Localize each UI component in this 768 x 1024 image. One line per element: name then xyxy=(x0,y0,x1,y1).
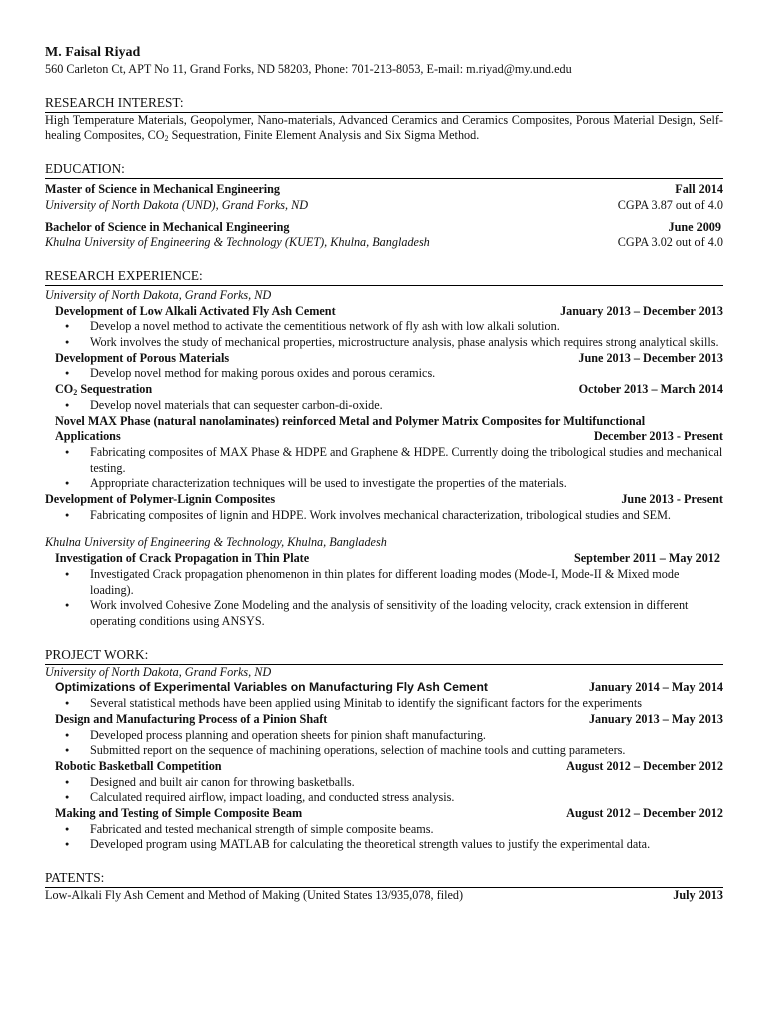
school-name: University of North Dakota (UND), Grand Forks, ND xyxy=(45,197,309,212)
bullet-item: ● Designed and built air canon for throwing basketballs. xyxy=(90,775,723,791)
bullet-item: ● Developed process planning and operation sheets for pinion shaft manufacturing. xyxy=(90,728,723,744)
degree-date: Fall 2014 xyxy=(675,182,723,197)
project-date: August 2012 – December 2012 xyxy=(566,758,723,773)
project-title: Optimizations of Experimental Variables on Manufacturing Fly Ash Cement xyxy=(55,680,488,695)
school-name: Khulna University of Engineering & Technology (KUET), Khulna, Bangladesh xyxy=(45,235,430,250)
project-header xyxy=(45,351,723,367)
bullet-item: ● Fabricating composites of lignin and HDPE. Work involves mechanical characterization, tribological studies and SEM. xyxy=(90,508,723,524)
bullet-list xyxy=(45,567,723,630)
bullet-item: ● Developed program using MATLAB for calculating the theoretical strength values to justify the experimental data. xyxy=(90,837,723,853)
project-title: Investigation of Crack Propagation in Thin Plate xyxy=(55,551,310,566)
bullet-list xyxy=(45,696,723,712)
project-title: Development of Porous Materials xyxy=(55,350,230,365)
project-header xyxy=(45,429,723,445)
bullet-item: ● Fabricated and tested mechanical strength of simple composite beams. xyxy=(90,822,723,838)
education-entry xyxy=(45,220,723,251)
research-interest-text-a: High Temperature Materials, Geopolymer, Nano-materials, Advanced Ceramics and Ceramics Composites, Porous Material Design, Self-healing Composites, CO xyxy=(45,112,723,143)
research-experience-heading: RESEARCH EXPERIENCE: xyxy=(45,267,723,286)
gpa: CGPA 3.87 out of 4.0 xyxy=(617,197,723,212)
project-title-cont: Applications xyxy=(55,429,121,444)
patent-entry xyxy=(45,888,723,904)
research-interest-text-b: Sequestration, Finite Element Analysis and Six Sigma Method. xyxy=(168,128,480,143)
bullet-item: ● Work involves the study of mechanical properties, microstructure analysis, phase analysis which requires strong analytical skills. xyxy=(90,335,723,351)
bullet-item: ● Develop novel materials that can sequester carbon-di-oxide. xyxy=(90,398,723,414)
project-header xyxy=(45,304,723,320)
project-title: Robotic Basketball Competition xyxy=(55,758,222,773)
project-date: January 2013 – May 2013 xyxy=(588,711,723,726)
project-date: September 2011 – May 2012 xyxy=(573,551,720,566)
project-title xyxy=(55,382,152,398)
project-header xyxy=(45,382,723,398)
project-date: June 2013 – December 2013 xyxy=(578,350,723,365)
applicant-name: M. Faisal Riyad xyxy=(45,45,141,60)
bullet-item: ● Fabricating composites of MAX Phase & HDPE and Graphene & HDPE. Currently doing the tribological studies and mechanical testing. xyxy=(90,445,723,476)
project-work-heading: PROJECT WORK: xyxy=(45,646,723,665)
education-entry xyxy=(45,182,723,213)
co2-title-a: CO xyxy=(55,382,74,397)
patents-heading: PATENTS: xyxy=(45,869,723,888)
bullet-list xyxy=(45,728,723,759)
contact-line: 560 Carleton Ct, APT No 11, Grand Forks, ND 58203, Phone: 701-213-8053, E-mail: m.riyad@my.und.edu xyxy=(45,62,572,76)
project-title: Design and Manufacturing Process of a Pinion Shaft xyxy=(55,711,328,726)
gpa: CGPA 3.02 out of 4.0 xyxy=(617,235,723,250)
project-header xyxy=(45,712,723,728)
co2-title-subscript: 2 xyxy=(73,388,78,398)
project-date: June 2013 - Present xyxy=(621,492,723,507)
degree-title: Bachelor of Science in Mechanical Engineering xyxy=(45,219,290,234)
project-date: December 2013 - Present xyxy=(593,429,723,444)
project-date: January 2014 – May 2014 xyxy=(588,680,723,695)
research-interest-heading: RESEARCH INTEREST: xyxy=(45,94,723,113)
project-date: October 2013 – March 2014 xyxy=(578,382,723,397)
project-header xyxy=(45,806,723,822)
research-interest-text xyxy=(45,113,723,144)
bullet-list xyxy=(45,366,723,382)
project-header xyxy=(45,492,723,508)
organization: University of North Dakota, Grand Forks, ND xyxy=(45,664,272,679)
patent-date: July 2013 xyxy=(673,888,723,903)
degree-date: June 2009 xyxy=(668,219,721,234)
bullet-item: ● Appropriate characterization techniques will be used to investigate the properties of the materials. xyxy=(90,476,723,492)
bullet-item: ● Calculated required airflow, impact loading, and conducted stress analysis. xyxy=(90,790,723,806)
project-date: January 2013 – December 2013 xyxy=(560,303,723,318)
bullet-list xyxy=(45,775,723,806)
project-header xyxy=(45,759,723,775)
bullet-list xyxy=(45,822,723,853)
project-header xyxy=(45,551,723,567)
bullet-item: ● Work involved Cohesive Zone Modeling and the analysis of sensitivity of the loading velocity, crack extension in different operating conditions using ANSYS. xyxy=(90,598,723,629)
bullet-item: ● Develop a novel method to activate the cementitious network of fly ash with low alkali solution. xyxy=(90,319,723,335)
bullet-list xyxy=(45,445,723,492)
education-heading: EDUCATION: xyxy=(45,160,723,179)
project-title: Development of Low Alkali Activated Fly Ash Cement xyxy=(55,303,336,318)
bullet-list xyxy=(45,398,723,414)
bullet-item: ● Submitted report on the sequence of machining operations, selection of machine tools and cutting parameters. xyxy=(90,743,723,759)
resume-page xyxy=(45,44,723,904)
bullet-item: ● Several statistical methods have been applied using Minitab to identify the significant factors for the experiments xyxy=(90,696,723,712)
organization: University of North Dakota, Grand Forks, ND xyxy=(45,287,272,302)
project-title: Making and Testing of Simple Composite Beam xyxy=(55,806,303,821)
patent-text: Low-Alkali Fly Ash Cement and Method of Making (United States 13/935,078, filed) xyxy=(45,888,464,903)
bullet-item: ● Develop novel method for making porous oxides and porous ceramics. xyxy=(90,366,723,382)
bullet-list xyxy=(45,508,723,524)
project-header xyxy=(45,680,723,696)
project-date: August 2012 – December 2012 xyxy=(566,806,723,821)
bullet-item: ● Investigated Crack propagation phenomenon in thin plates for different loading modes (Mode-I, Mode-II & Mixed mode loading). xyxy=(90,567,723,598)
degree-title: Master of Science in Mechanical Engineering xyxy=(45,182,281,197)
co2-title-b: Sequestration xyxy=(77,382,153,397)
organization: Khulna University of Engineering & Technology, Khulna, Bangladesh xyxy=(45,535,387,550)
project-title: Development of Polymer-Lignin Composites xyxy=(45,492,276,507)
bullet-list xyxy=(45,319,723,350)
project-title: Novel MAX Phase (natural nanolaminates) reinforced Metal and Polymer Matrix Composites for Multifunctional xyxy=(55,413,646,428)
co2-subscript: 2 xyxy=(164,134,169,144)
